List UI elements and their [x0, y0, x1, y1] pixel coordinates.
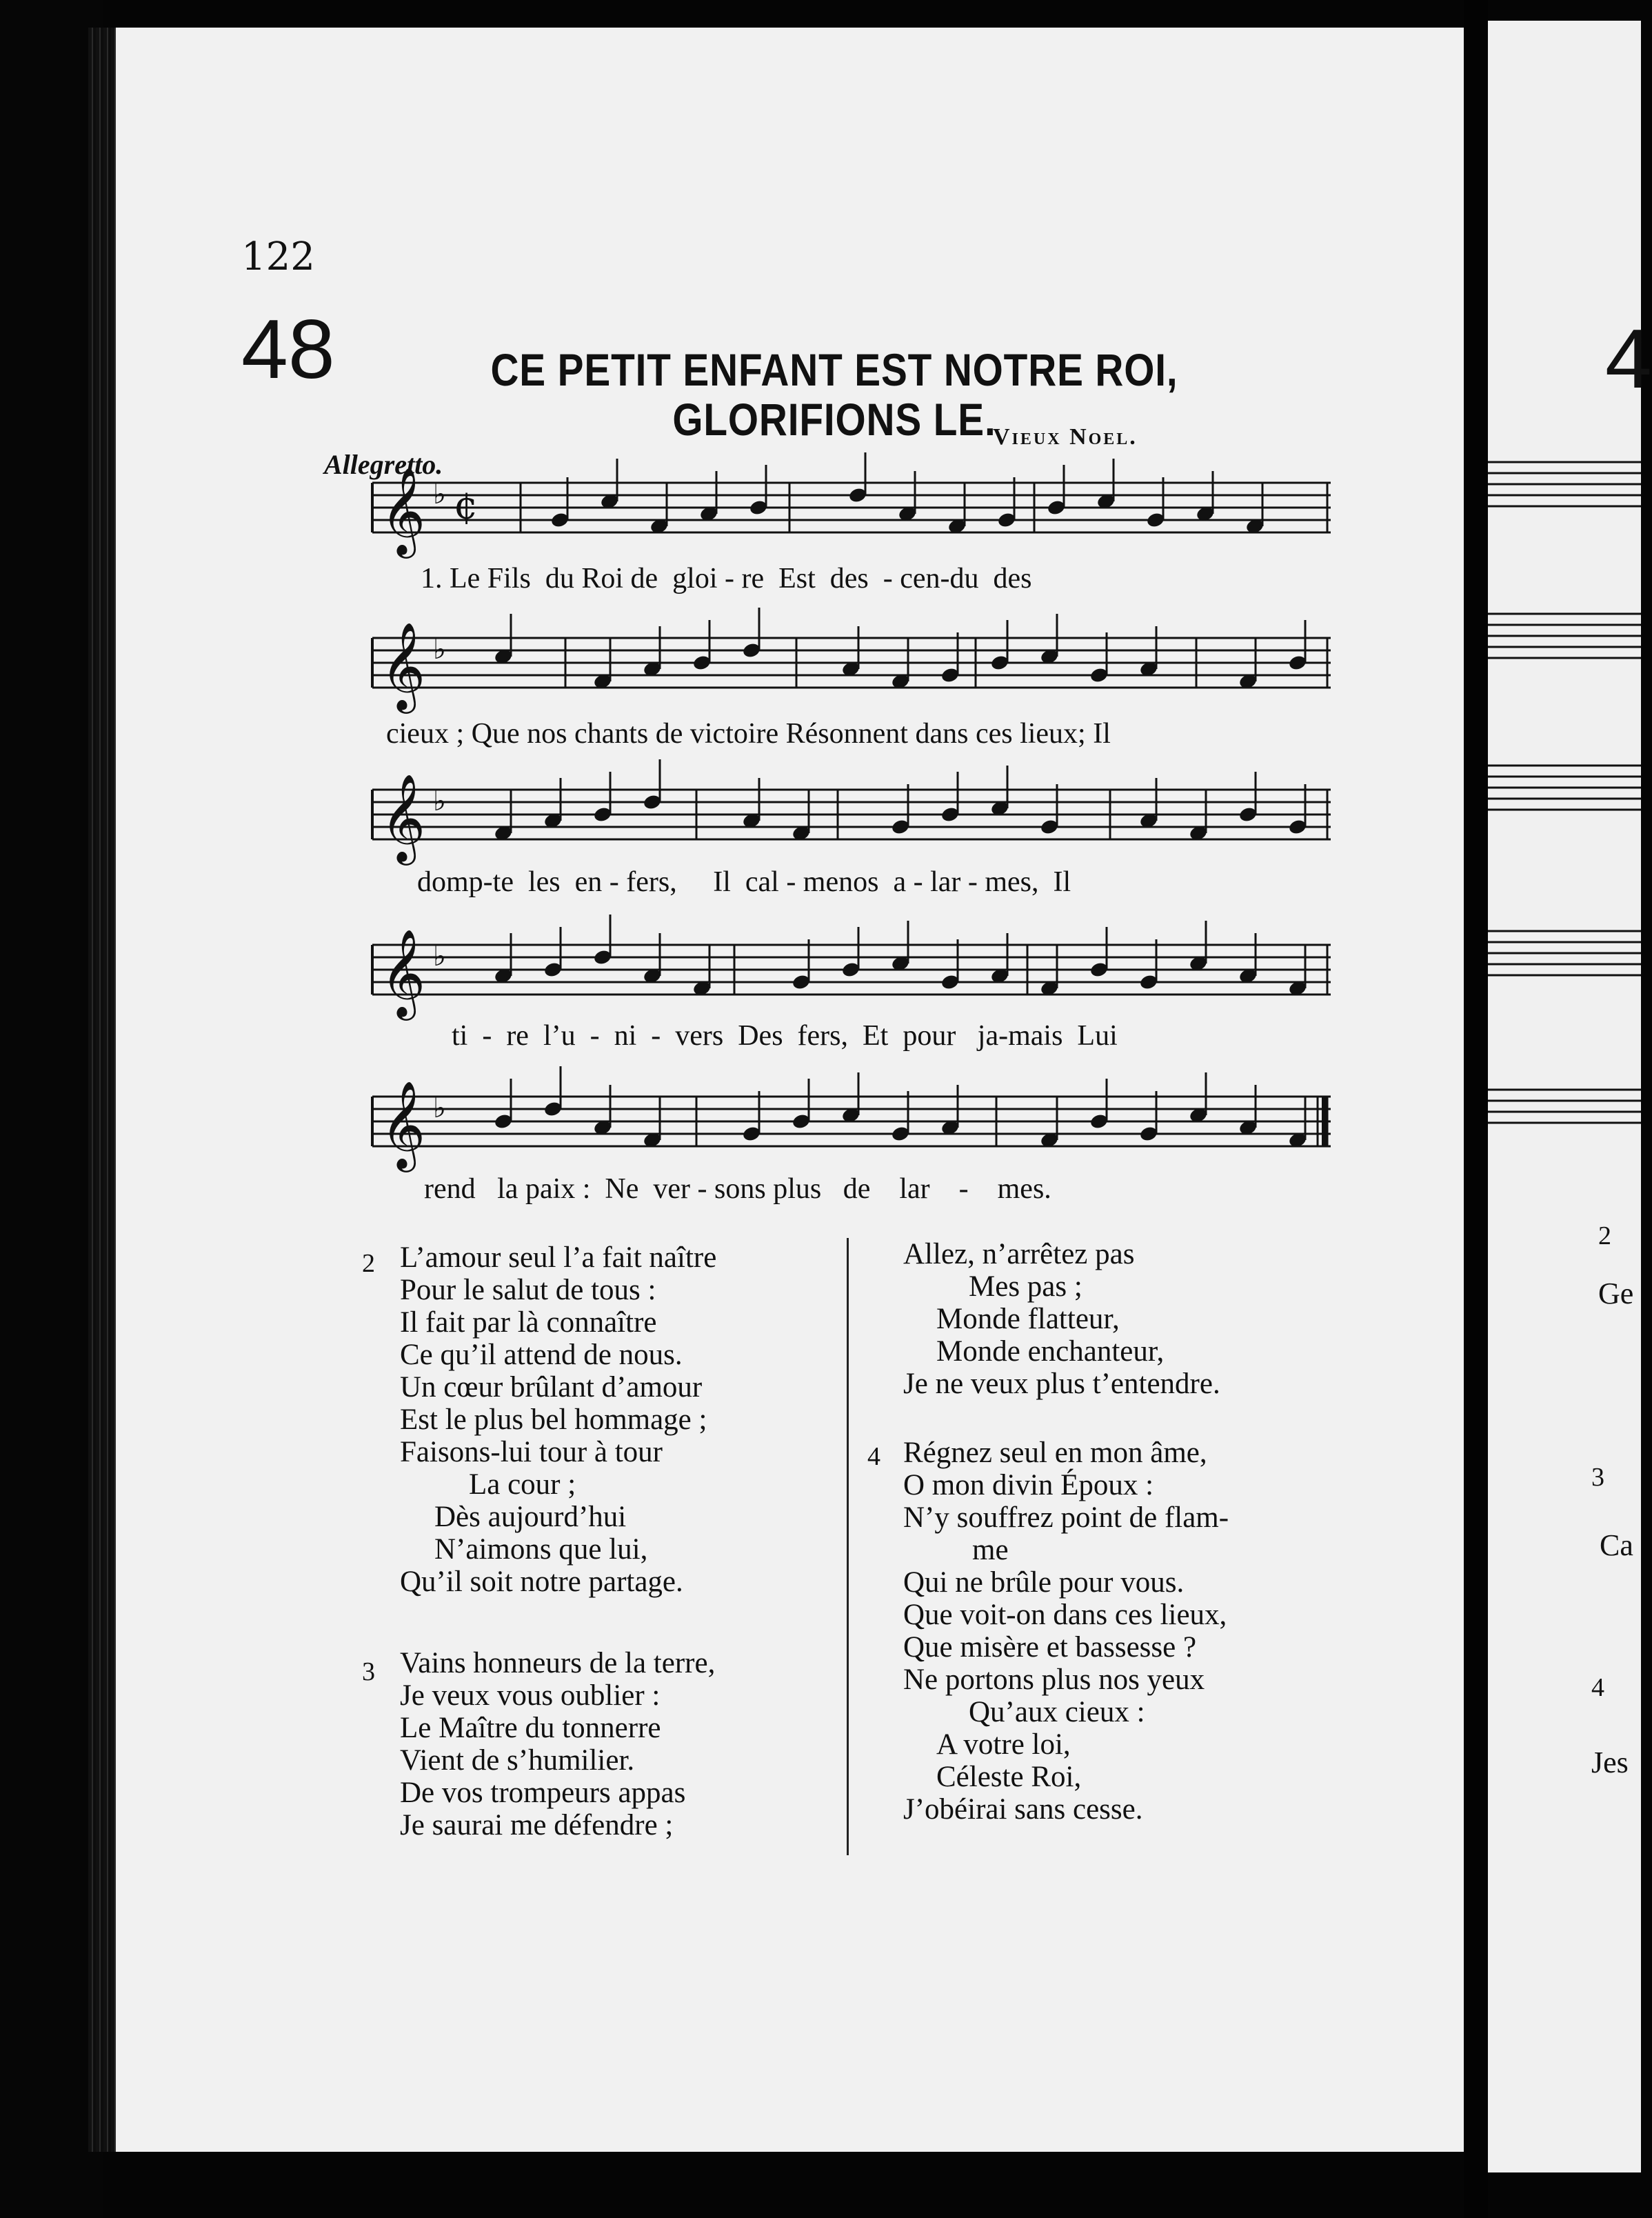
- verse-3-number: 3: [362, 1657, 375, 1686]
- verse-line: Que voit-on dans ces lieux,: [903, 1599, 1227, 1631]
- facing-text-fragment: Ca: [1600, 1528, 1633, 1562]
- treble-clef: 𝄞: [381, 773, 426, 861]
- flat-sign: ♭: [433, 634, 446, 666]
- facing-verse-number: 3: [1591, 1463, 1604, 1492]
- verse-2-number: 2: [362, 1249, 375, 1278]
- page-number: 122: [241, 234, 315, 279]
- verse-line: La cour ;: [469, 1468, 576, 1501]
- flat-sign: ♭: [433, 479, 446, 510]
- facing-staves: [1488, 21, 1641, 1124]
- verse-line: Le Maître du tonnerre: [400, 1712, 661, 1744]
- book-gutter: [1464, 0, 1488, 2218]
- hymn-title-line1: CE PETIT ENFANT EST NOTRE ROI,: [490, 344, 1178, 395]
- lyric-line-2: cieux ; Que nos chants de victoire Résonnent dans ces lieux; Il: [386, 718, 1111, 750]
- verse-line: Qu’aux cieux :: [969, 1696, 1145, 1728]
- verse-line: Vains honneurs de la terre,: [400, 1647, 716, 1679]
- hymn-title-line2: GLORIFIONS LE.: [672, 394, 996, 445]
- verse-line: me: [972, 1534, 1009, 1566]
- verse-3-continued: [903, 1238, 1220, 1400]
- facing-text-fragment: Ge: [1598, 1277, 1634, 1310]
- verse-4-number: 4: [867, 1442, 880, 1471]
- verse-line: O mon divin Époux :: [903, 1469, 1154, 1501]
- treble-clef: 𝄞: [381, 466, 426, 554]
- verse-line: Est le plus bel hommage ;: [400, 1403, 707, 1436]
- verse-line: Régnez seul en mon âme,: [903, 1437, 1207, 1469]
- verse-line: Je veux vous oublier :: [400, 1679, 661, 1712]
- final-bar: [1322, 1097, 1327, 1146]
- verse-line: Vient de s’humilier.: [400, 1744, 635, 1777]
- lyric-line-4: ti - re l’u - ni - vers Des fers, Et pour ja-mais Lui: [452, 1020, 1118, 1052]
- treble-clef: 𝄞: [381, 621, 426, 710]
- verse-line: Allez, n’arrêtez pas: [903, 1238, 1135, 1270]
- verse-line: Monde flatteur,: [936, 1303, 1120, 1335]
- verse-line: Ne portons plus nos yeux: [903, 1664, 1205, 1696]
- facing-text-fragment: Jes: [1591, 1746, 1629, 1779]
- verse-line: Je ne veux plus t’entendre.: [903, 1368, 1220, 1400]
- cut-time-sign: ¢: [454, 483, 479, 528]
- verse-line: Qui ne brûle pour vous.: [903, 1566, 1185, 1599]
- hymn-number: 48: [241, 302, 335, 396]
- verse-line: Il fait par là connaître: [400, 1306, 657, 1339]
- flat-sign: ♭: [433, 1092, 446, 1124]
- facing-verse-number: 4: [1591, 1673, 1604, 1702]
- flat-sign: ♭: [433, 786, 446, 817]
- verse-line: J’obéirai sans cesse.: [903, 1793, 1143, 1826]
- verse-line: Monde enchanteur,: [936, 1335, 1165, 1368]
- column-divider: [847, 1238, 849, 1855]
- treble-clef: 𝄞: [381, 928, 426, 1017]
- verse-line: A votre loi,: [936, 1728, 1071, 1761]
- treble-clef: 𝄞: [381, 1080, 426, 1168]
- facing-hymn-number: 4: [1605, 312, 1652, 406]
- flat-sign: ♭: [433, 941, 446, 972]
- verse-4: [903, 1437, 1229, 1826]
- verse-line: Faisons-lui tour à tour: [400, 1436, 663, 1468]
- verse-line: Pour le salut de tous :: [400, 1274, 656, 1306]
- tempo-marking: Allegretto.: [324, 449, 443, 480]
- verse-line: Qu’il soit notre partage.: [400, 1566, 683, 1598]
- verse-line: Céleste Roi,: [936, 1761, 1082, 1793]
- verse-line: L’amour seul l’a fait naître: [400, 1241, 717, 1274]
- lyric-line-5: rend la paix : Ne ver - sons plus de lar - mes.: [424, 1173, 1051, 1205]
- hymn-source: Vieux Noel.: [993, 424, 1138, 450]
- verse-3: [400, 1647, 715, 1841]
- lyric-line-3: domp-te les en - fers, Il cal - menos a - lar - mes, Il: [417, 866, 1071, 898]
- verse-line: Je saurai me défendre ;: [400, 1809, 674, 1841]
- verse-line: Que misère et bassesse ?: [903, 1631, 1197, 1664]
- facing-page-fragment: [1488, 21, 1652, 2172]
- verse-line: N’y souffrez point de flam-: [903, 1501, 1229, 1534]
- verse-line: Ce qu’il attend de nous.: [400, 1339, 683, 1371]
- verse-line: Dès aujourd’hui: [434, 1501, 627, 1533]
- verse-2: [400, 1241, 716, 1598]
- verse-line: N’aimons que lui,: [434, 1533, 648, 1566]
- verse-line: De vos trompeurs appas: [400, 1777, 686, 1809]
- lyric-line-1: 1. Le Fils du Roi de gloi - re Est des - cen-du des: [421, 563, 1032, 595]
- verse-line: Un cœur brûlant d’amour: [400, 1371, 703, 1403]
- verse-line: Mes pas ;: [969, 1270, 1082, 1303]
- facing-verse-number: 2: [1598, 1221, 1611, 1250]
